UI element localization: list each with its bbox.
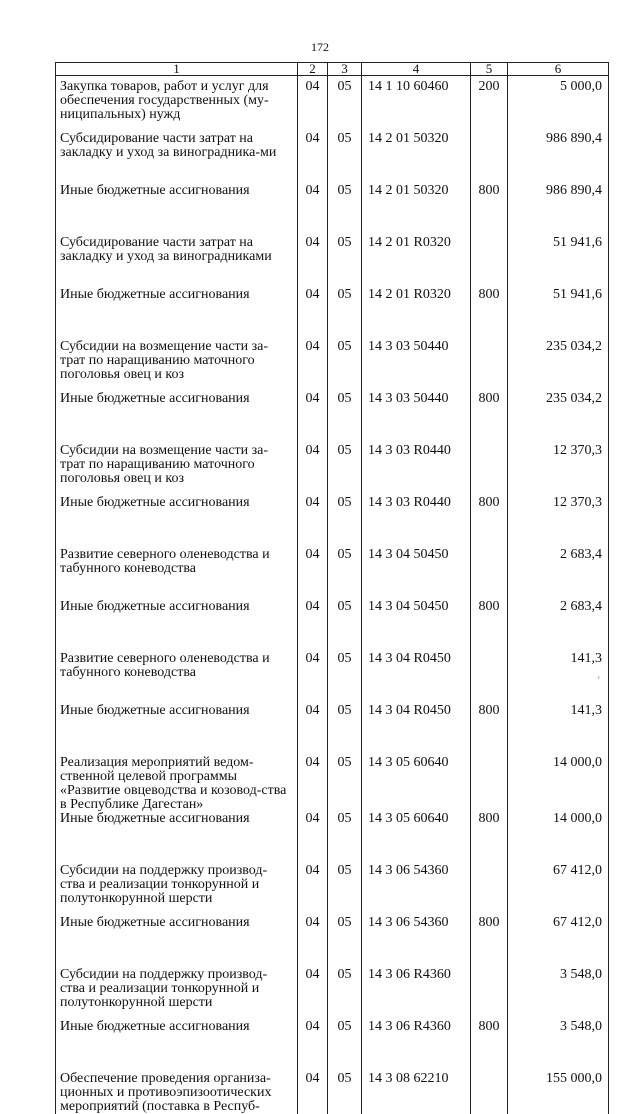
row-amount: 12 370,3 xyxy=(508,496,609,548)
table-row xyxy=(56,812,609,864)
row-amount: 2 683,4 xyxy=(508,548,609,600)
row-expense-type: 800 xyxy=(471,496,508,548)
row-expense-type xyxy=(471,236,508,288)
row-amount: 14 000,0 xyxy=(508,756,609,812)
row-subsection: 05 xyxy=(328,76,362,133)
budget-table xyxy=(55,62,609,1114)
row-section: 04 xyxy=(298,444,328,496)
row-amount: 3 548,0 xyxy=(508,968,609,1020)
row-expense-type xyxy=(471,132,508,184)
row-name: Субсидирование части затрат на закладку и уход за виноградника-ми xyxy=(56,132,298,184)
row-section: 04 xyxy=(298,288,328,340)
row-amount: 2 683,4 xyxy=(508,600,609,652)
table-row xyxy=(56,392,609,444)
header-col-5: 5 xyxy=(471,63,508,76)
row-target-code: 14 2 01 50320 xyxy=(362,132,471,184)
row-expense-type: 800 xyxy=(471,916,508,968)
row-name: Субсидии на возмещение части за-трат по наращиванию маточного поголовья овец и коз xyxy=(56,444,298,496)
row-expense-type: 800 xyxy=(471,812,508,864)
table-row xyxy=(56,652,609,704)
table-row xyxy=(56,548,609,600)
table-row xyxy=(56,340,609,392)
row-section: 04 xyxy=(298,1020,328,1072)
row-subsection: 05 xyxy=(328,184,362,236)
row-target-code: 14 3 04 R0450 xyxy=(362,652,471,704)
table-row xyxy=(56,76,609,133)
row-section: 04 xyxy=(298,704,328,756)
row-target-code: 14 3 03 R0440 xyxy=(362,444,471,496)
row-subsection: 05 xyxy=(328,812,362,864)
row-expense-type: 800 xyxy=(471,288,508,340)
header-col-6: 6 xyxy=(508,63,609,76)
row-target-code: 14 3 04 R0450 xyxy=(362,704,471,756)
row-subsection: 05 xyxy=(328,392,362,444)
row-target-code: 14 3 06 R4360 xyxy=(362,1020,471,1072)
row-subsection: 05 xyxy=(328,968,362,1020)
row-section: 04 xyxy=(298,236,328,288)
row-amount: 67 412,0 xyxy=(508,916,609,968)
row-amount: 5 000,0 xyxy=(508,76,609,133)
row-section: 04 xyxy=(298,916,328,968)
row-name: Субсидии на возмещение части за-трат по наращиванию маточного поголовья овец и коз xyxy=(56,340,298,392)
row-amount: 51 941,6 xyxy=(508,236,609,288)
row-section: 04 xyxy=(298,392,328,444)
header-col-4: 4 xyxy=(362,63,471,76)
header-col-3: 3 xyxy=(328,63,362,76)
row-section: 04 xyxy=(298,548,328,600)
row-expense-type: 800 xyxy=(471,600,508,652)
row-amount: 155 000,0 xyxy=(508,1072,609,1114)
row-name: Иные бюджетные ассигнования xyxy=(56,600,298,652)
table-row xyxy=(56,600,609,652)
row-expense-type xyxy=(471,340,508,392)
row-name: Иные бюджетные ассигнования xyxy=(56,184,298,236)
row-name: Иные бюджетные ассигнования xyxy=(56,704,298,756)
row-section: 04 xyxy=(298,812,328,864)
row-name: Иные бюджетные ассигнования xyxy=(56,812,298,864)
row-target-code: 14 3 06 54360 xyxy=(362,916,471,968)
row-target-code: 14 3 03 R0440 xyxy=(362,496,471,548)
row-target-code: 14 3 05 60640 xyxy=(362,812,471,864)
row-target-code: 14 3 08 62210 xyxy=(362,1072,471,1114)
row-amount: 51 941,6 xyxy=(508,288,609,340)
table-row xyxy=(56,288,609,340)
page-number: 172 xyxy=(0,40,640,55)
row-name: Обеспечение проведения организа-ционных и противоэпизоотических мероприятий (поставка в Респуб- xyxy=(56,1072,298,1114)
row-subsection: 05 xyxy=(328,132,362,184)
row-expense-type xyxy=(471,652,508,704)
row-subsection: 05 xyxy=(328,288,362,340)
row-amount: 986 890,4 xyxy=(508,184,609,236)
table-row xyxy=(56,444,609,496)
row-name: Иные бюджетные ассигнования xyxy=(56,1020,298,1072)
row-section: 04 xyxy=(298,968,328,1020)
row-target-code: 14 3 04 50450 xyxy=(362,548,471,600)
table-row xyxy=(56,1072,609,1114)
row-subsection: 05 xyxy=(328,496,362,548)
row-expense-type: 800 xyxy=(471,704,508,756)
row-expense-type xyxy=(471,968,508,1020)
row-section: 04 xyxy=(298,864,328,916)
row-amount: 986 890,4 xyxy=(508,132,609,184)
row-expense-type xyxy=(471,548,508,600)
row-subsection: 05 xyxy=(328,444,362,496)
row-amount: 235 034,2 xyxy=(508,392,609,444)
row-section: 04 xyxy=(298,756,328,812)
row-subsection: 05 xyxy=(328,548,362,600)
row-section: 04 xyxy=(298,184,328,236)
row-expense-type xyxy=(471,864,508,916)
row-subsection: 05 xyxy=(328,340,362,392)
table-row xyxy=(56,496,609,548)
table-row xyxy=(56,184,609,236)
table-row xyxy=(56,756,609,812)
table-row xyxy=(56,864,609,916)
row-section: 04 xyxy=(298,496,328,548)
row-section: 04 xyxy=(298,652,328,704)
row-expense-type: 800 xyxy=(471,392,508,444)
table-row xyxy=(56,968,609,1020)
row-expense-type xyxy=(471,1072,508,1114)
row-section: 04 xyxy=(298,132,328,184)
row-name: Развитие северного оленеводства и табунного коневодства xyxy=(56,652,298,704)
row-name: Иные бюджетные ассигнования xyxy=(56,496,298,548)
row-amount: 3 548,0 xyxy=(508,1020,609,1072)
table-body xyxy=(56,76,609,1114)
row-name: Иные бюджетные ассигнования xyxy=(56,288,298,340)
row-expense-type xyxy=(471,756,508,812)
row-subsection: 05 xyxy=(328,864,362,916)
row-amount: 67 412,0 xyxy=(508,864,609,916)
row-name: Развитие северного оленеводства и табунного коневодства xyxy=(56,548,298,600)
row-amount: 14 000,0 xyxy=(508,812,609,864)
row-name: Иные бюджетные ассигнования xyxy=(56,916,298,968)
row-name: Субсидии на поддержку производ-ства и реализации тонкорунной и полутонкорунной шерсти xyxy=(56,968,298,1020)
row-amount: 141,3 xyxy=(508,652,609,704)
row-subsection: 05 xyxy=(328,704,362,756)
table-row xyxy=(56,236,609,288)
row-section: 04 xyxy=(298,76,328,133)
row-name: Субсидирование части затрат на закладку и уход за виноградниками xyxy=(56,236,298,288)
header-col-1: 1 xyxy=(56,63,298,76)
row-expense-type xyxy=(471,444,508,496)
stray-mark: ' xyxy=(598,675,600,685)
row-amount: 141,3 xyxy=(508,704,609,756)
table-row xyxy=(56,916,609,968)
row-expense-type: 800 xyxy=(471,184,508,236)
row-name: Субсидии на поддержку производ-ства и реализации тонкорунной и полутонкорунной шерсти xyxy=(56,864,298,916)
table-row xyxy=(56,1020,609,1072)
header-row xyxy=(56,63,609,76)
row-amount: 12 370,3 xyxy=(508,444,609,496)
row-subsection: 05 xyxy=(328,1072,362,1114)
table-row xyxy=(56,132,609,184)
row-subsection: 05 xyxy=(328,652,362,704)
row-target-code: 14 3 03 50440 xyxy=(362,340,471,392)
row-name: Иные бюджетные ассигнования xyxy=(56,392,298,444)
header-col-2: 2 xyxy=(298,63,328,76)
row-subsection: 05 xyxy=(328,1020,362,1072)
row-name: Закупка товаров, работ и услуг для обеспечения государственных (му-ниципальных) нужд xyxy=(56,76,298,133)
row-target-code: 14 3 03 50440 xyxy=(362,392,471,444)
row-target-code: 14 2 01 50320 xyxy=(362,184,471,236)
row-amount: 235 034,2 xyxy=(508,340,609,392)
row-target-code: 14 1 10 60460 xyxy=(362,76,471,133)
row-section: 04 xyxy=(298,600,328,652)
row-expense-type: 800 xyxy=(471,1020,508,1072)
row-target-code: 14 3 05 60640 xyxy=(362,756,471,812)
row-target-code: 14 3 06 R4360 xyxy=(362,968,471,1020)
row-section: 04 xyxy=(298,340,328,392)
row-subsection: 05 xyxy=(328,756,362,812)
row-expense-type: 200 xyxy=(471,76,508,133)
row-section: 04 xyxy=(298,1072,328,1114)
row-target-code: 14 3 04 50450 xyxy=(362,600,471,652)
row-subsection: 05 xyxy=(328,236,362,288)
row-name: Реализация мероприятий ведом-ственной целевой программы «Развитие овцеводства и козовод-ства в Республике Дагестан» xyxy=(56,756,298,812)
row-subsection: 05 xyxy=(328,916,362,968)
row-subsection: 05 xyxy=(328,600,362,652)
table-row xyxy=(56,704,609,756)
row-target-code: 14 3 06 54360 xyxy=(362,864,471,916)
row-target-code: 14 2 01 R0320 xyxy=(362,236,471,288)
row-target-code: 14 2 01 R0320 xyxy=(362,288,471,340)
